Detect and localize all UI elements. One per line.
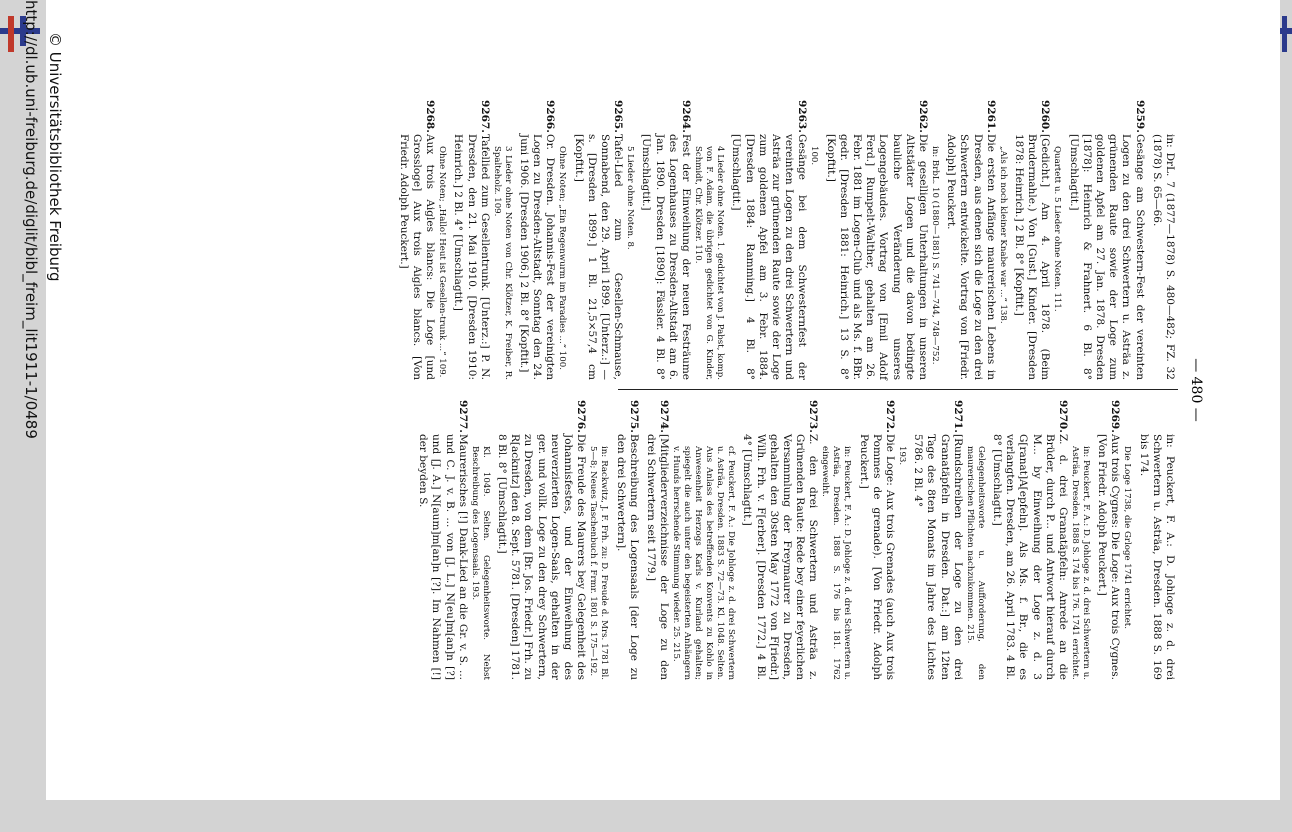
entry-number: 9264. bbox=[680, 100, 693, 133]
bibliography-entry bbox=[416, 400, 469, 680]
entry-annotation: cf. Peuckert, F. A.: Die Johloge z. d. drei Schwertern u. Asträa, Dresden. 1883 S. 72—73. Kl. 1048. Selten. Aus Anlass des betreffenden Konvents zu Kohlo in Anwesenheit Herzogs Karls v. Kurland gehalten; spiegelt die auch unter den begeisterten Anhängern v. Hunds herrschende Stimmung wieder. 25. 215. bbox=[671, 446, 737, 680]
library-logo-icon-right bbox=[1280, 16, 1292, 52]
entry-number: 9274. bbox=[658, 400, 671, 433]
entry-number: 9268. bbox=[424, 100, 437, 133]
entry-annotation: Die Loge 1738, die Grloge 1741 errichtet. bbox=[1122, 446, 1133, 629]
bibliography-entry bbox=[729, 100, 808, 380]
entry-text: Die Freude des Maurers bey Gelegenheit des Johannisfestes, und der Einweihung des neuverzierten Logen-Saals, gehalten in der ger. und vollk. Loge zu den drey Schwertern, zu Dresden, von dem [Br. Jos. Friedr.] Frh. zu R[acknitz] den 8. Sept. 5781. [Dresden] 1781. 8 Bl. 8° [Umschlagtit.] bbox=[496, 434, 588, 680]
entry-number: 9272. bbox=[883, 400, 896, 433]
bibliography-entry bbox=[856, 400, 896, 680]
bibliography-entry bbox=[1136, 400, 1176, 680]
bibliography-entry bbox=[1066, 100, 1145, 380]
right-column bbox=[412, 400, 1176, 680]
entry-text: [Rundschreiben der Loge zu den drei Granatäpfeln in Dresden. Dat.:] am 12ten Tage des 8ten Monats im Jahre des Lichtes 5786. 2 Bl. 4° bbox=[912, 434, 964, 680]
entry-annotation: in: BrbL. 10 (1880—1881) S. 741—744, 748—752. bbox=[929, 146, 940, 365]
bibliography-entry bbox=[495, 400, 587, 680]
entry-text: Die Loge: Aux trois Grenades (auch Aux trois Pommes de grenade). [Von Friedr. Adolph Peuckert.] bbox=[857, 434, 896, 680]
entry-annotation: Ohne Noten; „Ein Regenwurm im Paradies ...“ 100. bbox=[557, 146, 568, 370]
entry-text: Aux trois Aigles blancs: Die Loge [und Grossloge] Aux trois Aigles blancs. [Von Friedr. Adolph Peuckert.] bbox=[397, 134, 437, 380]
entry-annotation: Kl. 1049. Selten. Gelegenheitsworte. Nebst Beschreibung des Logensaals. 193. bbox=[469, 446, 491, 680]
entry-annotation: Quartett u. 5 Lieder ohne Noten. 111. bbox=[1052, 146, 1063, 312]
entry-number: 9269. bbox=[1109, 400, 1122, 433]
entry-number: 9262. bbox=[916, 100, 929, 133]
entry-number: 9260. bbox=[1039, 100, 1052, 133]
entry-annotation: 4 Lieder ohne Noten. 1. gedichtet von J. Pabst, komp. von F. Adam, die übrigen gedichtet von G. Kinder, Schmidt, Chr. Klötzer. 110. bbox=[693, 146, 726, 380]
entry-text: in: Peuckert, F. A.: D. Johloge z. d. drei Schwertern u. Asträa, Dresden. 1888 S. 169 bis 174. bbox=[1137, 434, 1176, 680]
page-number: — 480 — bbox=[1188, 358, 1204, 422]
bibliography-entry bbox=[517, 100, 557, 380]
copyright-watermark: © Universitätsbibliothek Freiburg bbox=[46, 32, 64, 282]
entry-number: 9276. bbox=[575, 400, 588, 433]
entry-text: Die geselligen Unterhaltungen in unseren Altstädter Logen und die davon bedingte bauliche Veränderung unseres Logengebäudes. Vortrag von [Emil Adolf Ferd.] Rumpelt-Walther, gehalten am 26. Febr. 1881 im Logen-Club und als Ms. f. BBr. gedr. [Dresden 1881: Heinrich.] 13 S. 8° [Kopftit.] bbox=[824, 134, 929, 380]
entry-annotation: in: Peuckert, F. A.: D. Johloge z. d. drei Schwertern u. Asträa, Dresden. 1888 S. 176 bis 181. 1762 eingeweiht. bbox=[820, 446, 853, 680]
page-content-rotated bbox=[184, 100, 1204, 680]
entry-text: Gesänge bei dem Schwesternfest der vereinten Logen zu den drei Schwertern und Asträa zur grünenden Raute sowie der Loge zum goldenen Apfel am 3. Febr. 1884. [Dresden 1884: Ramming.] 4 Bl. 8° [Umschlagtit.] bbox=[730, 134, 809, 380]
bibliography-entry bbox=[911, 400, 964, 680]
bibliography-entry bbox=[740, 400, 819, 680]
entry-text: [Gedicht.] Am 4. April 1878. (Beim Brudermahle.) Von [Gust.] Kinder. [Dresden 1878: Heinrich.] 2 Bl. 8° [Kopftit.] bbox=[1012, 134, 1052, 380]
bibliography-entry bbox=[571, 100, 624, 380]
entry-annotation: 193. bbox=[896, 446, 907, 466]
entry-number: 9261. bbox=[984, 100, 997, 133]
entry-number: 9277. bbox=[456, 400, 469, 433]
bibliography-entry bbox=[1150, 100, 1176, 380]
entry-text: Z. d. drei Granatäpfeln: Anrede an die Brüder, durch P... und Antwort hierauf durch M... by Einweihung der Loge z. d. 3 G[ranat]A[epfeln]. Als Ms. f. Br., die es verlangten. Dresden, am 26. April 1783. 4 Bl. 8° [Umschlagtit.] bbox=[990, 434, 1069, 680]
entry-number: 9259. bbox=[1133, 100, 1146, 133]
bibliography-entry bbox=[451, 100, 491, 380]
entry-text: Gesänge am Schwestern-Fest der vereinten Logen zu den drei Schwertern u. Asträa z. grünenden Raute sowie der Loge zum goldenen Apfel am 27. Jan. 1878. Dresden [1878]: Heinrich & Frahnert. 6 Bl. 8° [Umschlagtit.] bbox=[1067, 134, 1146, 380]
bibliography-entry bbox=[823, 100, 929, 380]
bibliography-entry bbox=[613, 400, 639, 680]
entry-text: Fest der Einweihung der neuen Festräume des Logenhauses zu Dresden-Altstadt am 6. Jan. 1890. Dresden [1890]: Fässler. 4 Bl. 8° [Umschlagtit.] bbox=[640, 134, 693, 380]
entry-annotation: 100. bbox=[809, 146, 820, 166]
entry-number: 9270. bbox=[1056, 400, 1069, 433]
column-divider bbox=[618, 389, 1178, 390]
entry-text: [Mitgliederverzeichnisse der Loge zu den drei Schwertern seit 1779.] bbox=[644, 434, 671, 680]
scanned-page bbox=[46, 0, 1280, 800]
bibliography-entry bbox=[990, 400, 1069, 680]
entry-annotation: „Als ich noch kleiner Knabe war ...“ 138. bbox=[997, 146, 1008, 324]
entry-number: 9266. bbox=[544, 100, 557, 133]
entry-annotation: 3 Lieder ohne Noten von Chr. Klötzer, K. Freiber, R. Spalteholz. 109. bbox=[491, 146, 513, 380]
entry-annotation: Ohne Noten; „Hallo! Heut ist Gesellen-trunk ...“ 109. bbox=[437, 146, 448, 378]
entry-text: Tafel-Lied zum Gesellen-Schmause, Sonnabend, den 29. April 1899. [Unterz.:] — s. [Dresden 1899.] 1 Bl. 21,5×57,4 cm [Kopftit.] bbox=[572, 134, 625, 380]
entry-number: 9267. bbox=[478, 100, 491, 133]
entry-annotation: 5 Lieder ohne Noten. 8. bbox=[625, 146, 636, 250]
entry-number: 9263. bbox=[796, 100, 809, 133]
left-column bbox=[393, 100, 1176, 380]
bibliography-entry bbox=[639, 100, 692, 380]
entry-number: 9265. bbox=[612, 100, 625, 133]
bibliography-entry bbox=[944, 100, 997, 380]
bibliography-entry bbox=[1012, 100, 1052, 380]
source-url-watermark: http://dl.ub.uni-freiburg.de/diglit/bibl_freim_lit1911-1/0489 bbox=[22, 0, 40, 439]
entry-number: 9271. bbox=[951, 400, 964, 433]
bibliography-entry bbox=[1095, 400, 1121, 680]
entry-number: 9273. bbox=[807, 400, 820, 433]
entry-text: Aux trois Cygnes: Die Loge: Aux trois Cygnes. [Von Friedr. Adolph Peuckert.] bbox=[1096, 434, 1122, 680]
entry-annotation: in: Peuckert, F. A.: D. Johloge z. d. drei Schwertern u. Asträa, Dresden. 1888 S. 174 bis 176. 1741 errichtet. bbox=[1069, 446, 1091, 680]
entry-text: Tafellied zum Gesellentrunk. [Unterz.:] P. N. Dresden, den 21. Mai 1910. [Dresden 1910: Heinrich.] 2 Bl. 4° [Umschlagtit.] bbox=[452, 134, 491, 380]
entry-text: in: DrL. 7 (1877—1878) S. 480—482; FZ. 32 (1878) S. 65—66. bbox=[1150, 134, 1176, 380]
entry-text: Z. den drei Schwertern und Asträa z. Grünenden Raute: Rede bey einer feyerlichen Versammlung der Freymaurer zu Dresden, gehalten den 30sten May 1772 von F[riedr.] Wilh. Frh. v. F[erber]. [Dresden 1772.] 4 Bl. 4° [Umschlagtit.] bbox=[741, 434, 820, 680]
entry-annotation: Gelegenheitsworte u. Aufforderung, den maurerischen Pflichten nachzukommen. 215. bbox=[964, 446, 986, 680]
entry-text: Or. Dresden. Johannis-Fest der vereinigten Logen zu Dresden-Altstadt, Sonntag den 24. Juni 1906. [Dresden 1906.] 2 Bl. 8° [Kopftit.] bbox=[518, 134, 557, 380]
right-viewer-margin bbox=[1280, 0, 1292, 800]
bibliography-entry bbox=[397, 100, 437, 380]
entry-annotation: in: Rackwitz, J. F. Frh. zu: D. Freude d. Mrs. 1781 Bl. 5—8; Neues Taschenbuch f. Frmr. 1801 S. 175—192. bbox=[588, 446, 610, 680]
entry-number: 9275. bbox=[627, 400, 640, 433]
entry-text: Beschreibung des Logensaals [der Loge zu den drei Schwertern]. bbox=[614, 434, 640, 680]
entry-text: Die ersten Anfänge maurerischen Lebens in Dresden, aus denen sich die Loge zu den drei Schwertern entwickelte. Vortrag von [Friedr. Adolph] Peuckert. bbox=[945, 134, 997, 380]
entry-text: Maurerisches [!] Dank-Lied an die Gr. v. S. ... und C. J. v. B. ... von [J. L.] N[eu]m[an]n [?] und [J. A.] N[aum]m[an]n [?]. Im Nahmen [!] der beyden S. bbox=[417, 434, 469, 680]
bibliography-entry bbox=[644, 400, 670, 680]
